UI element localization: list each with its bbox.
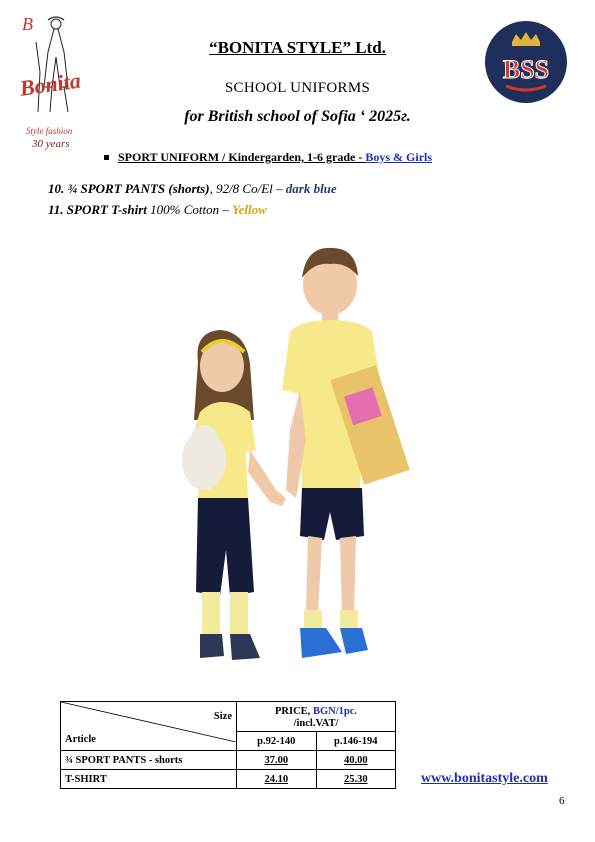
table-header-row — [61, 702, 396, 732]
row-price-small: 37.00 — [237, 751, 317, 770]
row-price-small: 24.10 — [237, 770, 317, 789]
row-price-large: 40.00 — [316, 751, 396, 770]
item-tshirt — [48, 202, 267, 218]
document-subtitle: SCHOOL UNIFORMS — [224, 80, 371, 96]
item-spec: , 92/8 Co/El – — [209, 181, 286, 196]
logo-years: 30 years — [32, 138, 70, 150]
row-price-large: 25.30 — [316, 770, 396, 789]
logo-letter: B — [22, 14, 33, 34]
size-small: p.92-140 — [237, 732, 317, 751]
section-label: SPORT UNIFORM / Kindergarden, 1-6 grade - — [118, 150, 366, 164]
logo-tagline: Style fashion — [26, 126, 73, 136]
school-title: for British school of Sofia ‘ 2025г. — [184, 108, 411, 125]
table-row — [61, 770, 396, 789]
logo-brand: Bonita — [18, 67, 83, 101]
price-table — [60, 701, 396, 789]
price-vat: /incl.VAT/ — [293, 718, 339, 729]
uniform-photo — [150, 240, 420, 680]
item-color: dark blue — [285, 181, 337, 196]
bullet-icon — [104, 155, 109, 160]
section-group-link[interactable]: Boys & Girls — [365, 150, 433, 164]
company-name: “BONITA STYLE” Ltd. — [209, 38, 386, 57]
price-currency: BGN/1pc. — [312, 706, 357, 717]
item-number: 11. — [48, 202, 64, 217]
item-name: ¾ SPORT PANTS (shorts) — [67, 181, 210, 196]
table-row — [61, 751, 396, 770]
page-number: 6 — [559, 795, 565, 807]
size-header: Size — [213, 711, 232, 722]
article-header: Article — [65, 734, 96, 745]
item-spec: 100% Cotton – — [146, 202, 233, 217]
item-sport-pants — [48, 181, 337, 197]
price-header — [237, 702, 396, 732]
website-link[interactable]: www.bonitastyle.com — [421, 771, 548, 786]
size-large: p.146-194 — [316, 732, 396, 751]
row-article: T-SHIRT — [61, 770, 237, 789]
bss-text: BSS — [502, 55, 550, 84]
section-heading — [104, 150, 432, 165]
row-article: ¾ SPORT PANTS - shorts — [61, 751, 237, 770]
item-name: SPORT T-shirt — [66, 202, 147, 217]
item-color: Yellow — [232, 202, 267, 217]
price-label: PRICE, — [275, 706, 313, 717]
header-diagonal-cell — [61, 702, 237, 751]
item-number: 10. — [48, 181, 65, 196]
